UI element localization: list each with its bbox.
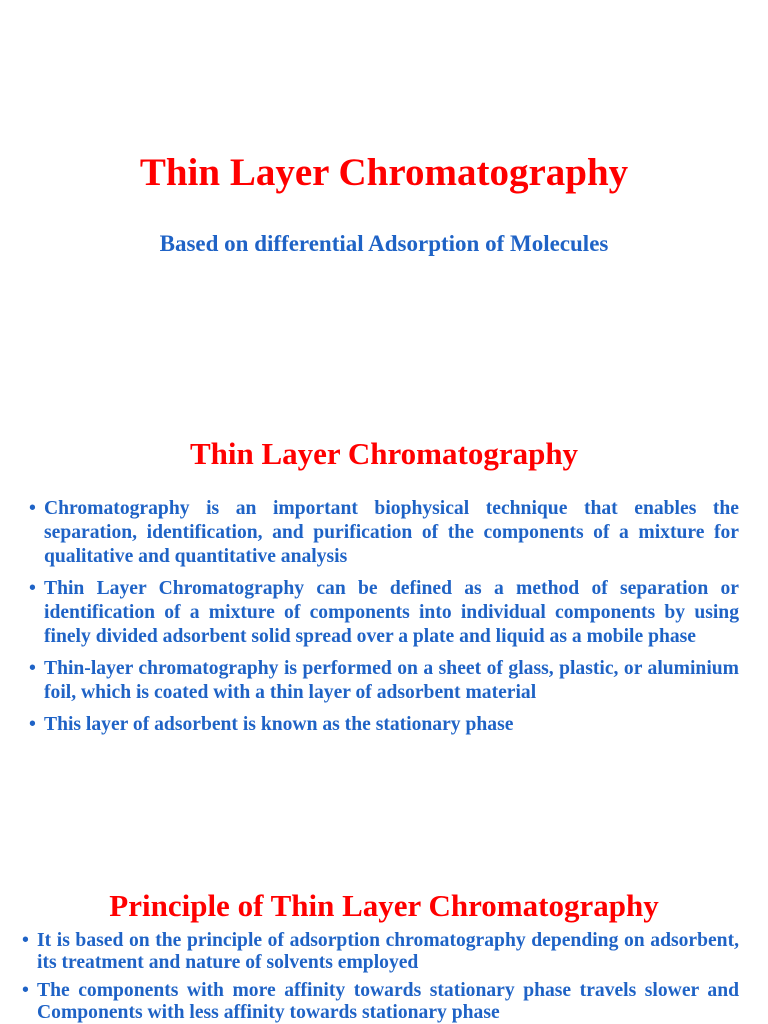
- bullet-text: The components with more affinity towards stationary phase travels slower and Components with less affinity towards stationary phase: [37, 980, 739, 1023]
- bullet-list: [29, 497, 739, 737]
- bullet-icon: •: [22, 980, 29, 1001]
- list-item: [29, 713, 739, 737]
- bullet-list: [22, 930, 739, 1024]
- slide-title: [0, 0, 768, 400]
- bullet-text: Chromatography is an important biophysical technique that enables the separation, identification, and purification of the components of a mixture for qualitative and quantitative analysis: [44, 498, 739, 567]
- bullet-icon: •: [29, 714, 36, 735]
- bullet-icon: •: [29, 658, 36, 679]
- bullet-text: This layer of adsorbent is known as the stationary phase: [44, 714, 514, 735]
- list-item: [22, 930, 739, 974]
- list-item: [29, 657, 739, 705]
- list-item: [22, 980, 739, 1024]
- list-item: [29, 577, 739, 649]
- bullet-icon: •: [22, 930, 29, 951]
- slide-principle: [0, 870, 768, 1024]
- bullet-text: It is based on the principle of adsorption chromatography depending on adsorbent, its treatment and nature of solvents employed: [37, 930, 739, 973]
- bullet-text: Thin-layer chromatography is performed on a sheet of glass, plastic, or aluminium foil, which is coated with a thin layer of adsorbent material: [44, 658, 739, 703]
- slide-title-heading: Thin Layer Chromatography: [139, 151, 629, 194]
- list-item: [29, 497, 739, 569]
- bullet-text: Thin Layer Chromatography can be defined as a method of separation or identification of a mixture of components into individual components by using finely divided adsorbent solid spread over a plate and liquid as a mobile phase: [44, 578, 739, 647]
- slide-subtitle: Based on differential Adsorption of Molecules: [159, 231, 609, 256]
- slide-overview-heading: Thin Layer Chromatography: [189, 436, 579, 471]
- bullet-icon: •: [29, 498, 36, 519]
- slide-overview: [0, 400, 768, 870]
- slide-principle-heading: Principle of Thin Layer Chromatography: [109, 888, 659, 923]
- bullet-icon: •: [29, 578, 36, 599]
